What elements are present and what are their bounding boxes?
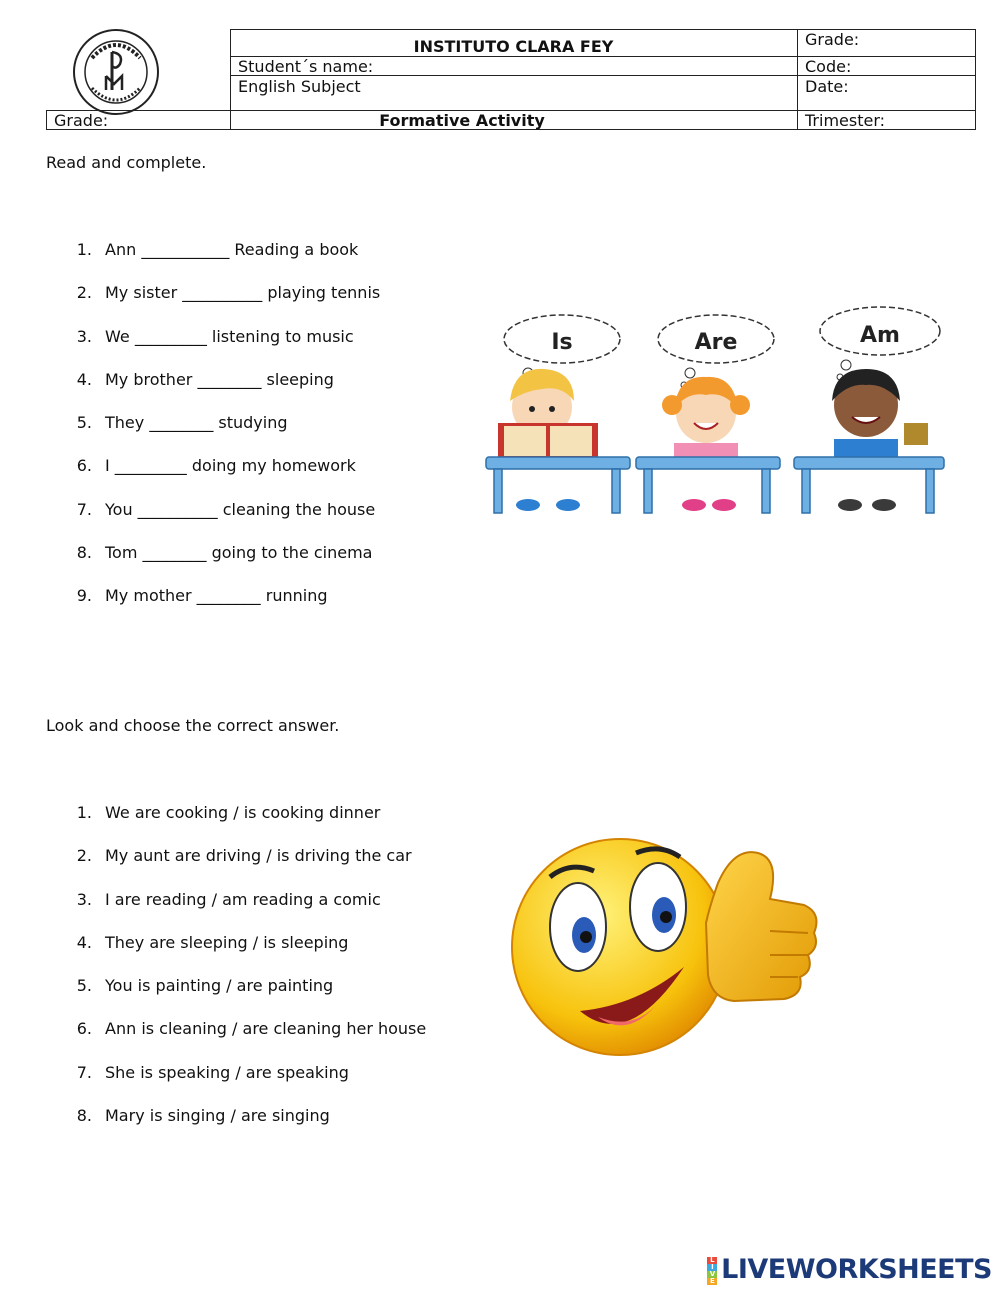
list-item: 6. Ann is cleaning / are cleaning her house [76,1019,427,1039]
list-item: 1. Ann ___________ Reading a book [76,240,359,259]
grade-bottom-label: Grade: [54,111,109,130]
thumbs-up-emoji-icon [508,835,823,1060]
list-item: 4. My brother ________ sleeping [76,369,334,389]
section2-instruction: Look and choose the correct answer. [46,716,340,735]
bubble-are-text: Are [694,330,738,355]
list-item: 1. We are cooking / is cooking dinner [76,803,381,822]
list-item: 3. We _________ listening to music [76,326,354,346]
school-logo [72,28,160,116]
list-item: 8. Tom ________ going to the cinema [76,543,373,563]
bubble-is-text: Is [551,330,573,355]
list-item: 8. Mary is singing / are singing [76,1106,330,1126]
liveworksheets-text: LIVEWORKSHEETS [721,1254,992,1285]
kids-at-desks-illustration [484,305,946,520]
activity-title: Formative Activity [379,111,545,130]
list-item: 2. My sister __________ playing tennis [76,283,381,303]
list-item: 9. My mother ________ running [76,586,328,606]
section2-list [62,803,426,1149]
list-item: 5. You is painting / are painting [76,976,334,996]
thought-bubble-am [820,307,940,380]
code-label: Code: [805,57,852,76]
school-name: INSTITUTO CLARA FEY [413,37,614,56]
student-name-label: Student´s name: [238,57,374,76]
list-item: 7. She is speaking / are speaking [76,1062,349,1082]
list-item: 3. I are reading / am reading a comic [76,889,381,909]
thought-bubble-are [658,315,774,388]
liveworksheets-logo: L I V E LIVEWORKSHEETS [707,1254,992,1285]
section1-list [62,240,380,630]
list-item: 2. My aunt are driving / is driving the car [76,846,412,866]
list-item: 5. They ________ studying [76,413,288,433]
bubble-am-text: Am [860,323,900,348]
list-item: 6. I _________ doing my homework [76,456,356,476]
list-item: 4. They are sleeping / is sleeping [76,932,349,952]
list-item: 7. You __________ cleaning the house [76,499,376,519]
date-label: Date: [805,77,849,96]
grade-top-label: Grade: [805,30,860,49]
trimester-label: Trimester: [805,111,886,130]
section1-instruction: Read and complete. [46,153,207,172]
subject-label: English Subject [238,77,361,96]
